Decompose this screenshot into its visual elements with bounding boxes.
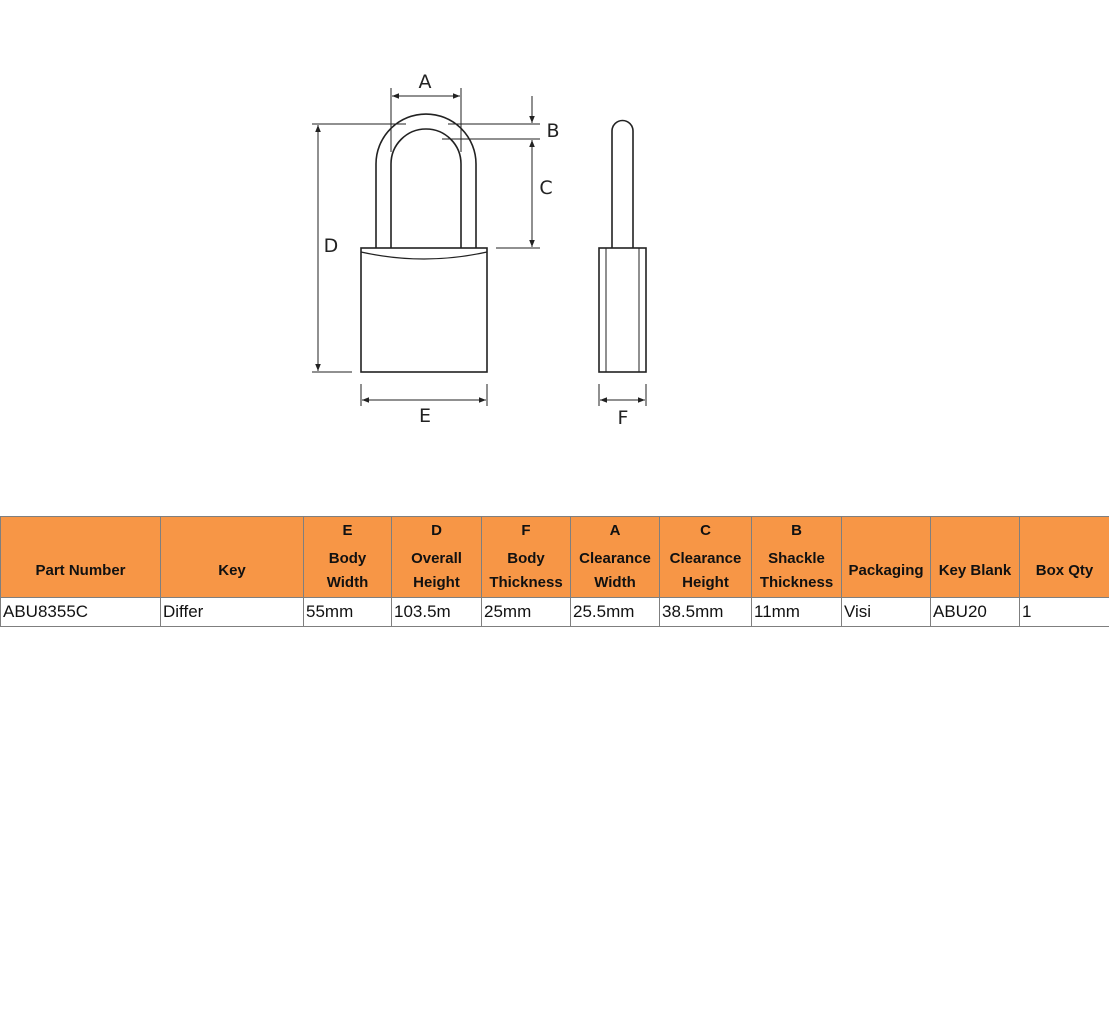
header-line: Overall — [411, 550, 462, 567]
header-line: Body — [328, 550, 367, 567]
column-letter — [1, 517, 161, 546]
dimension-label-e: E — [418, 405, 432, 427]
column-letter: E — [304, 517, 392, 546]
header-letter-row — [1, 517, 1109, 546]
column-letter — [161, 517, 304, 546]
header-line: Width — [326, 574, 369, 591]
dimension-label-d: D — [323, 235, 339, 257]
cell-clearance-width: 25.5mm — [571, 598, 660, 627]
cell-body-thickness: 25mm — [482, 598, 571, 627]
column-letter: C — [660, 517, 752, 546]
column-header-clearance-width — [571, 545, 660, 598]
header-line: Body — [507, 550, 545, 567]
column-letter — [842, 517, 931, 546]
table-row — [1, 598, 1109, 627]
body-top-curve — [361, 252, 487, 259]
padlock-side-view — [599, 121, 646, 373]
column-header-box-qty: Box Qty — [1020, 545, 1109, 598]
header-line: Shackle — [768, 550, 825, 567]
cell-overall-height: 103.5m — [392, 598, 482, 627]
dimension-label-b: B — [546, 120, 560, 142]
column-letter: A — [571, 517, 660, 546]
side-shackle — [612, 121, 633, 249]
padlock-dimension-diagram — [0, 0, 1109, 470]
shackle-inner — [391, 129, 461, 248]
header-line: Height — [682, 574, 729, 591]
column-letter — [931, 517, 1020, 546]
cell-key-blank: ABU20 — [931, 598, 1020, 627]
dimension-label-a: A — [418, 71, 432, 93]
column-header-overall-height — [392, 545, 482, 598]
column-letter: F — [482, 517, 571, 546]
column-header-key-blank: Key Blank — [931, 545, 1020, 598]
column-header-body-thickness — [482, 545, 571, 598]
padlock-body — [361, 248, 487, 372]
cell-body-width: 55mm — [304, 598, 392, 627]
dimension-label-c: C — [539, 177, 553, 199]
cell-key: Differ — [161, 598, 304, 627]
header-line: Thickness — [759, 574, 834, 591]
column-letter — [1020, 517, 1109, 546]
cell-part-number: ABU8355C — [1, 598, 161, 627]
dimension-label-f: F — [617, 407, 629, 429]
header-line: Width — [594, 574, 636, 591]
cell-box-qty: 1 — [1020, 598, 1109, 627]
spec-table — [0, 516, 1109, 627]
dimension-lines — [312, 88, 646, 406]
header-name-row — [1, 545, 1109, 598]
column-header-packaging: Packaging — [842, 545, 931, 598]
column-header-shackle-thickness — [752, 545, 842, 598]
column-header-clearance-height — [660, 545, 752, 598]
cell-packaging: Visi — [842, 598, 931, 627]
cell-clearance-height: 38.5mm — [660, 598, 752, 627]
column-letter: B — [752, 517, 842, 546]
header-line: Thickness — [489, 574, 563, 591]
header-line: Clearance — [579, 550, 651, 567]
padlock-front-view — [361, 114, 487, 372]
header-line: Clearance — [669, 550, 742, 567]
column-header-key: Key — [161, 545, 304, 598]
column-header-body-width — [304, 545, 392, 598]
column-header-part-number: Part Number — [1, 545, 161, 598]
header-line: Height — [413, 574, 460, 591]
cell-shackle-thickness: 11mm — [752, 598, 842, 627]
column-letter: D — [392, 517, 482, 546]
